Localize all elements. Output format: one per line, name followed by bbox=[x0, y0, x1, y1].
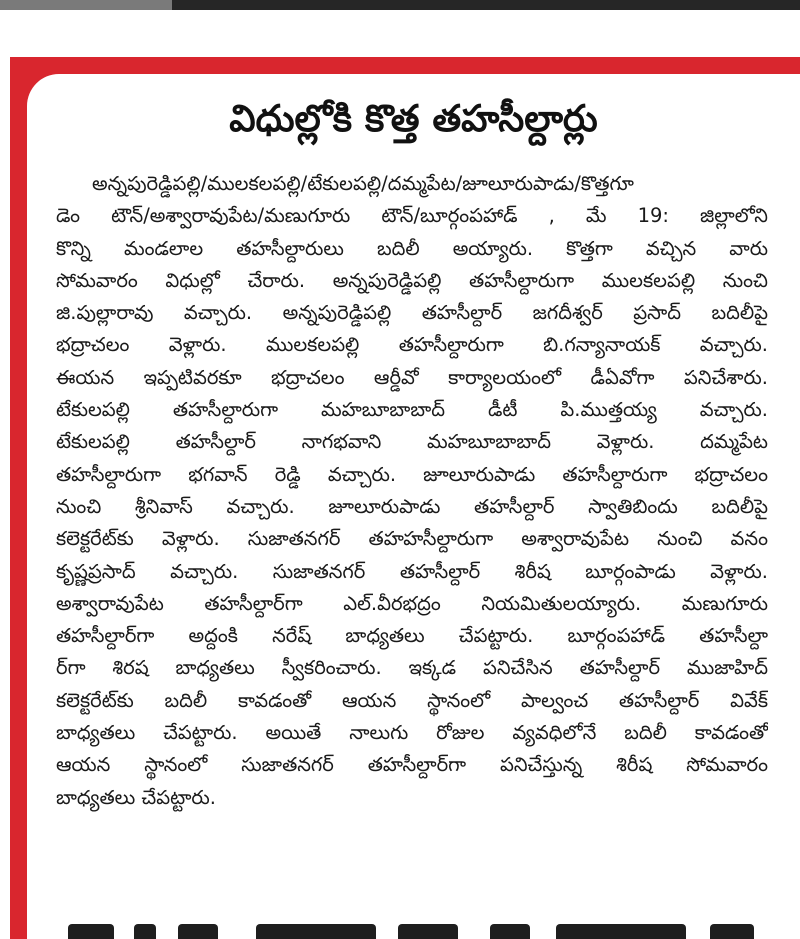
body-line: టేకులపల్లి తహసీల్దారుగా మహబూబాబాద్ డీటీ పి.ముత్తయ్య వచ్చారు. bbox=[56, 398, 768, 422]
body-line: కృష్ణప్రసాద్ వచ్చారు. సుజాతనగర్ తహసీల్దార్ శిరీష బూర్గంపాడు వెళ్లారు. bbox=[56, 559, 768, 583]
body-line: నుంచి శ్రీనివాస్ వచ్చారు. జూలూరుపాడు తహసీల్దార్ స్వాతిబిందు బదిలీపై bbox=[56, 494, 768, 518]
body-line-last: బాధ్యతలు చేపట్టారు. bbox=[56, 785, 216, 809]
article-body bbox=[56, 168, 768, 814]
top-bar bbox=[0, 0, 800, 10]
body-line: తహసీల్దారుగా భగవాన్ రెడ్డి వచ్చారు. జూలూరుపాడు తహసీల్దారుగా భద్రాచలం bbox=[56, 462, 768, 486]
top-bar-gray-segment bbox=[0, 0, 172, 10]
cropped-next-headline bbox=[60, 924, 760, 939]
body-line: ర్‌గా శిరష బాధ్యతలు స్వీకరించారు. ఇక్కడ పనిచేసిన తహసీల్దార్ ముజాహిద్ bbox=[56, 656, 768, 680]
body-line: జి.పుల్లారావు వచ్చారు. అన్నపురెడ్డిపల్లి తహసీల్దార్ జగదీశ్వర్ ప్రసాద్ బదిలీపై bbox=[56, 301, 768, 325]
body-line: బాధ్యతలు చేపట్టారు. అయితే నాలుగు రోజుల వ్యవధిలోనే బదిలీ కావడంతో bbox=[56, 721, 768, 745]
body-line: భద్రాచలం వెళ్లారు. ములకలపల్లి తహసీల్దారుగా బి.గన్యానాయక్ వచ్చారు. bbox=[56, 333, 768, 357]
article-headline: విధుల్లోకి కొత్త తహసీల్దార్లు bbox=[229, 97, 598, 140]
body-line: కలెక్టరేట్‌కు బదిలీ కావడంతో ఆయన స్థానంలో పాల్వంచ తహసీల్దార్ వివేక్ bbox=[56, 688, 768, 712]
body-line: అశ్వారావుపేట తహసీల్దార్‌గా ఎల్.వీరభద్రం నియమితులయ్యారు. మణుగూరు bbox=[56, 591, 768, 615]
body-line: అన్నపురెడ్డిపల్లి/ములకలపల్లి/టేకులపల్లి/దమ్మపేట/జూలూరుపాడు/కొత్తగూ bbox=[92, 172, 634, 195]
body-line: డెం టౌన్/అశ్వారావుపేట/మణుగూరు టౌన్/బూర్గంపహాడ్ , మే 19: జిల్లాలోని bbox=[56, 204, 768, 228]
body-line: కొన్ని మండలాల తహసీల్దారులు బదిలీ అయ్యారు. కొత్తగా వచ్చిన వారు bbox=[56, 236, 768, 260]
body-line: ఈయన ఇప్పటివరకూ భద్రాచలం ఆర్డీవో కార్యాలయంలో డీఏవోగా పనిచేశారు. bbox=[56, 365, 768, 389]
body-line: ఆయన స్థానంలో సుజాతనగర్ తహసీల్దార్‌గా పనిచేస్తున్న శిరీష సోమవారం bbox=[56, 753, 768, 777]
body-line: సోమవారం విధుల్లో చేరారు. అన్నపురెడ్డిపల్లి తహసీల్దారుగా ములకలపల్లి నుంచి bbox=[56, 268, 768, 292]
body-line: టేకులపల్లి తహసీల్దార్ నాగభవాని మహబూబాబాద్ వెళ్లారు. దమ్మపేట bbox=[56, 430, 768, 454]
body-line: తహసీల్దార్‌గా అద్దంకి నరేష్ బాధ్యతలు చేపట్టారు. బూర్గంపహాడ్ తహసీల్దా bbox=[56, 624, 768, 648]
body-line: కలెక్టరేట్‌కు వెళ్లారు. సుజాతనగర్ తహహసీల్దారుగా అశ్వారావుపేట నుంచి వనం bbox=[56, 527, 768, 551]
top-bar-dark-segment bbox=[172, 0, 800, 10]
